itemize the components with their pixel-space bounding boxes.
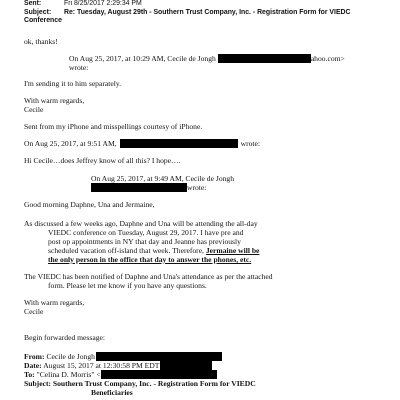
fwd-subject-label: Subject: [24,379,51,388]
subject-continuation: Conference [24,17,62,24]
fwd-date-value: August 15, 2017 at 12:30:58 PM EDT [43,361,160,370]
fwd-to-row [24,370,217,379]
quote3-wrote: wrote: [187,183,207,192]
paragraph2-line2: form. Please let me know if you have any questions. [48,281,207,290]
paragraph2-line1: The VIEDC has been notified of Daphne and Una's attendance as per the attached [24,272,273,281]
signature-cecile-2: Cecile [24,307,44,316]
paragraph1-line4-text: scheduled vacation off-island that week. Therefore, [48,246,206,255]
fwd-subject-row [24,379,256,388]
header-sent-row [24,0,142,8]
good-morning-line: Good morning Daphne, Una and Jermaine, [24,200,155,209]
fwd-date-row [24,361,212,370]
sent-value: Fri 8/25/2017 2:29:34 PM [64,0,142,7]
redaction-block [101,370,217,379]
regards-line-1: With warm regards, [24,96,85,105]
fwd-from-row [24,352,222,361]
redaction-block [120,139,238,148]
begin-forwarded-line: Begin forwarded message: [24,333,105,342]
paragraph1-line1: As discussed a few weeks ago, Daphne and Una will be attending the all-day [24,219,258,228]
fwd-subject-continuation: Beneficiaries [91,388,133,397]
redaction-block [218,54,311,63]
subject-label: Subject: [24,9,52,16]
quote3-wrote-row [91,183,206,192]
fwd-date-label: Date: [24,361,42,370]
paragraph1-emphasis-start: Jermaine will be [205,246,260,255]
fwd-subject-value: Southern Trust Company, Inc. - Registration Form for VIEDC [52,379,256,388]
fwd-to-value: "Celina D. Morris" < [36,370,101,379]
sending-separately-line: I'm sending it to him separately. [24,79,122,88]
quote1-attribution [69,54,345,63]
fwd-to-label: To: [24,370,35,379]
quote1-wrote: wrote: [69,63,89,72]
sent-from-iphone-line: Sent from my iPhone and misspellings courtesy of iPhone. [24,122,203,131]
signature-cecile-1: Cecile [24,105,44,114]
ok-thanks-line: ok, thanks! [24,37,58,46]
redaction-block [96,352,222,361]
regards-line-2: With warm regards, [24,298,85,307]
paragraph1-line2: VIEDC conference on Tuesday, August 29, 2017. I have pre and [48,228,244,237]
quote2-wrote: wrote: [240,139,261,148]
subject-value: Re: Tuesday, August 29th - Southern Trust Company, Inc. - Registration Form for VIEDC [64,9,351,16]
paragraph1-emphasis-end: the only person in the office that day to answer the phones, etc. [48,255,252,264]
redaction-block [160,361,212,370]
header-subject-row [24,8,351,17]
quote3-attribution: On Aug 25, 2017, at 9:49 AM, Cecile de Jongh [91,174,235,183]
fwd-from-value: Cecile de Jongh [46,352,95,361]
paragraph1-line3: post op appointments in NY that day and Jeanne has previously [48,237,241,246]
quote2-attribution [24,139,260,148]
quote2-on-text: On Aug 25, 2017, at 9:51 AM, [24,139,117,148]
quote1-on-text: On Aug 25, 2017, at 10:29 AM, Cecile de Jongh [69,54,216,63]
redaction-block [91,183,187,192]
sent-label: Sent: [24,0,42,7]
fwd-from-label: From: [24,352,45,361]
hi-cecile-line: Hi Cecile…does Jeffrey know of all this? I hope…. [24,156,181,165]
paragraph1-line4 [48,246,259,255]
quote1-email-tail: ahoo.com> [310,54,345,63]
